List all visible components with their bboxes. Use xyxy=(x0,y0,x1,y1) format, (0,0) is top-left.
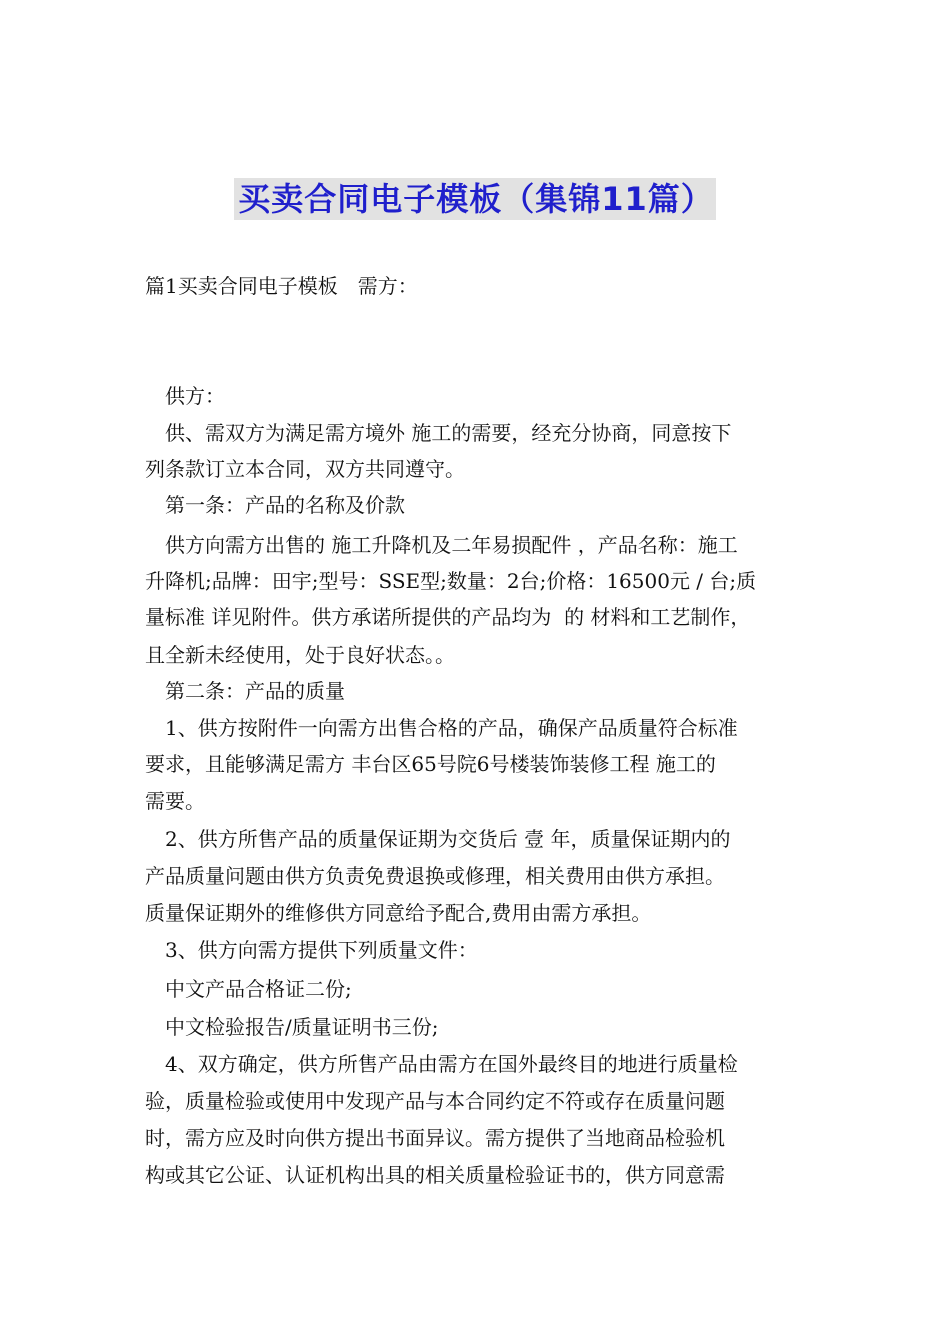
body-line: 要求，且能够满足需方 丰台区65号院6号楼装饰装修工程 施工的 xyxy=(145,752,716,776)
body-line: 3、供方向需方提供下列质量文件： xyxy=(165,938,478,962)
body-line: 且全新未经使用，处于良好状态。。 xyxy=(145,643,455,667)
body-line: 1、供方按附件一向需方出售合格的产品，确保产品质量符合标准 xyxy=(165,716,738,740)
body-line: 列条款订立本合同，双方共同遵守。 xyxy=(145,457,465,481)
body-line: 供方向需方出售的 施工升降机及二年易损配件 ，产品名称：施工 xyxy=(165,533,738,557)
body-line: 2、供方所售产品的质量保证期为交货后 壹 年，质量保证期内的 xyxy=(165,827,731,851)
body-line: 量标准 详见附件。供方承诺所提供的产品均为 的 材料和工艺制作， xyxy=(145,605,751,629)
section-heading-line: 篇1买卖合同电子模板 需方： xyxy=(145,274,418,298)
body-line: 质量保证期外的维修供方同意给予配合,费用由需方承担。 xyxy=(145,901,652,925)
body-line: 中文检验报告/质量证明书三份; xyxy=(165,1015,439,1039)
body-line: 4、双方确定，供方所售产品由需方在国外最终目的地进行质量检 xyxy=(165,1052,738,1076)
body-line: 产品质量问题由供方负责免费退换或修理，相关费用由供方承担。 xyxy=(145,864,725,888)
clause-heading: 第二条：产品的质量 xyxy=(165,679,345,703)
body-line: 构或其它公证、认证机构出具的相关质量检验证书的，供方同意需 xyxy=(145,1163,725,1187)
body-line: 需要。 xyxy=(145,789,205,813)
clause-heading: 第一条：产品的名称及价款 xyxy=(165,493,405,517)
body-line: 供方： xyxy=(165,384,225,408)
body-line: 中文产品合格证二份; xyxy=(165,977,352,1001)
body-line: 验，质量检验或使用中发现产品与本合同约定不符或存在质量问题 xyxy=(145,1089,725,1113)
document-title: 买卖合同电子模板（集锦11篇） xyxy=(234,178,716,220)
body-line: 时，需方应及时向供方提出书面异议。需方提供了当地商品检验机 xyxy=(145,1126,725,1150)
title-wrap xyxy=(0,178,950,220)
body-line: 供、需双方为满足需方境外 施工的需要，经充分协商，同意按下 xyxy=(165,421,732,445)
body-line: 升降机;品牌：田宇;型号：SSE型;数量：2台;价格：16500元 / 台;质 xyxy=(145,569,757,593)
